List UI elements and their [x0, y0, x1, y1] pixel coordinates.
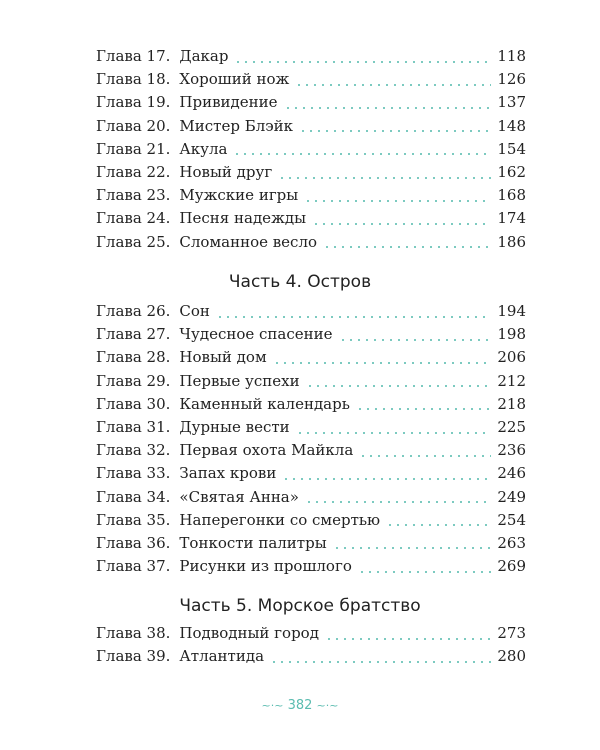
ornament-right: ~·~ [316, 699, 339, 712]
chapter-title: Дакар [179, 47, 229, 65]
chapter-title: Тонкости палитры [179, 533, 327, 552]
chapter-page-number: 225 [497, 417, 526, 436]
dot-leader [305, 501, 491, 503]
chapter-label: Глава 18. [96, 70, 171, 89]
toc-list-part5 [96, 622, 526, 668]
chapter-label: Глава 25. [96, 232, 171, 251]
toc-entry [96, 439, 526, 462]
chapter-title: Хороший нож [179, 70, 290, 89]
chapter-label: Глава 27. [96, 325, 171, 344]
chapter-label: Глава 36. [96, 533, 171, 552]
chapter-page-number: 212 [497, 371, 526, 390]
toc-list-part3 [96, 45, 526, 254]
page-number-footer [0, 698, 600, 713]
toc-entry [96, 393, 526, 416]
toc-entry [96, 323, 526, 346]
chapter-label: Глава 38. [96, 624, 171, 642]
part-5-heading: Часть 5. Морское братство [179, 596, 421, 616]
dot-leader [359, 455, 491, 457]
chapter-title: Первые успехи [179, 371, 300, 390]
dot-leader [216, 316, 491, 318]
toc-entry [96, 509, 526, 532]
chapter-title: Рисунки из прошлого [179, 557, 352, 576]
toc-entry [96, 231, 526, 254]
dot-leader [233, 153, 491, 155]
chapter-label: Глава 31. [96, 417, 171, 436]
toc-list-part4 [96, 300, 526, 578]
chapter-page-number: 206 [497, 348, 526, 367]
part-4-heading: Часть 4. Остров [228, 272, 372, 292]
chapter-title: Атлантида [179, 647, 265, 666]
chapter-title: Мистер Блэйк [179, 116, 294, 135]
chapter-title: Дурные вести [179, 417, 290, 436]
dot-leader [278, 177, 491, 179]
chapter-page-number: 118 [497, 47, 526, 65]
chapter-label: Глава 21. [96, 139, 171, 158]
dot-leader [282, 478, 491, 480]
chapter-page-number: 162 [497, 162, 526, 181]
chapter-title: Первая охота Майкла [179, 441, 354, 460]
chapter-title: Песня надежды [179, 209, 307, 228]
dot-leader [356, 408, 491, 410]
chapter-page-number: 249 [497, 487, 526, 506]
dot-leader [386, 524, 491, 526]
chapter-page-number: 168 [497, 186, 526, 205]
toc-entry [96, 532, 526, 555]
toc-entry [96, 68, 526, 91]
dot-leader [333, 547, 492, 549]
ornament-left: ~·~ [261, 699, 284, 712]
chapter-page-number: 194 [497, 302, 526, 320]
chapter-page-number: 269 [497, 557, 526, 576]
chapter-label: Глава 28. [96, 348, 171, 367]
dot-leader [304, 200, 491, 202]
chapter-label: Глава 35. [96, 510, 171, 529]
chapter-label: Глава 24. [96, 209, 171, 228]
dot-leader [339, 339, 492, 341]
chapter-title: Новый друг [179, 162, 273, 181]
chapter-page-number: 280 [497, 647, 526, 666]
chapter-label: Глава 37. [96, 557, 171, 576]
dot-leader [284, 107, 492, 109]
toc-entry [96, 115, 526, 138]
dot-leader [323, 246, 491, 248]
page-number: 382 [287, 698, 313, 713]
dot-leader [358, 571, 492, 573]
toc-entry [96, 416, 526, 439]
chapter-page-number: 254 [497, 510, 526, 529]
toc-entry [96, 462, 526, 485]
chapter-label: Глава 33. [96, 464, 171, 483]
chapter-title: «Святая Анна» [179, 487, 299, 506]
chapter-label: Глава 29. [96, 371, 171, 390]
chapter-label: Глава 17. [96, 47, 171, 65]
toc-entry [96, 645, 526, 668]
dot-leader [295, 84, 491, 86]
chapter-title: Сломанное весло [179, 232, 318, 251]
chapter-page-number: 174 [497, 209, 526, 228]
chapter-label: Глава 22. [96, 162, 171, 181]
dot-leader [299, 130, 491, 132]
toc-entry [96, 184, 526, 207]
chapter-title: Наперегонки со смертью [179, 510, 381, 529]
toc-entry [96, 161, 526, 184]
chapter-label: Глава 23. [96, 186, 171, 205]
chapter-page-number: 198 [497, 325, 526, 344]
toc-entry [96, 300, 526, 323]
chapter-title: Каменный календарь [179, 394, 350, 413]
chapter-page-number: 218 [497, 394, 526, 413]
chapter-page-number: 273 [497, 624, 526, 642]
chapter-page-number: 126 [497, 70, 526, 89]
chapter-title: Запах крови [179, 464, 277, 483]
chapter-label: Глава 34. [96, 487, 171, 506]
dot-leader [234, 61, 491, 63]
dot-leader [306, 385, 492, 387]
chapter-page-number: 246 [497, 464, 526, 483]
chapter-label: Глава 32. [96, 441, 171, 460]
toc-entry [96, 555, 526, 578]
toc-entry [96, 207, 526, 230]
chapter-title: Сон [179, 302, 210, 320]
chapter-title: Привидение [179, 93, 278, 112]
chapter-title: Чудесное спасение [179, 325, 333, 344]
dot-leader [270, 661, 491, 663]
dot-leader [296, 432, 492, 434]
dot-leader [273, 362, 492, 364]
toc-entry [96, 45, 526, 68]
chapter-page-number: 154 [497, 139, 526, 158]
chapter-title: Подводный город [179, 624, 319, 642]
toc-entry [96, 346, 526, 369]
chapter-label: Глава 19. [96, 93, 171, 112]
toc-entry [96, 622, 526, 645]
chapter-label: Глава 20. [96, 116, 171, 135]
dot-leader [312, 223, 491, 225]
chapter-page-number: 263 [497, 533, 526, 552]
chapter-label: Глава 39. [96, 647, 171, 666]
toc-entry [96, 91, 526, 114]
chapter-page-number: 236 [497, 441, 526, 460]
chapter-page-number: 137 [497, 93, 526, 112]
dot-leader [325, 638, 491, 640]
chapter-title: Новый дом [179, 348, 267, 367]
chapter-title: Мужские игры [179, 186, 299, 205]
toc-entry [96, 138, 526, 161]
chapter-page-number: 148 [497, 116, 526, 135]
chapter-title: Акула [179, 139, 228, 158]
chapter-label: Глава 30. [96, 394, 171, 413]
chapter-label: Глава 26. [96, 302, 171, 320]
chapter-page-number: 186 [497, 232, 526, 251]
toc-entry [96, 486, 526, 509]
toc-entry [96, 370, 526, 393]
